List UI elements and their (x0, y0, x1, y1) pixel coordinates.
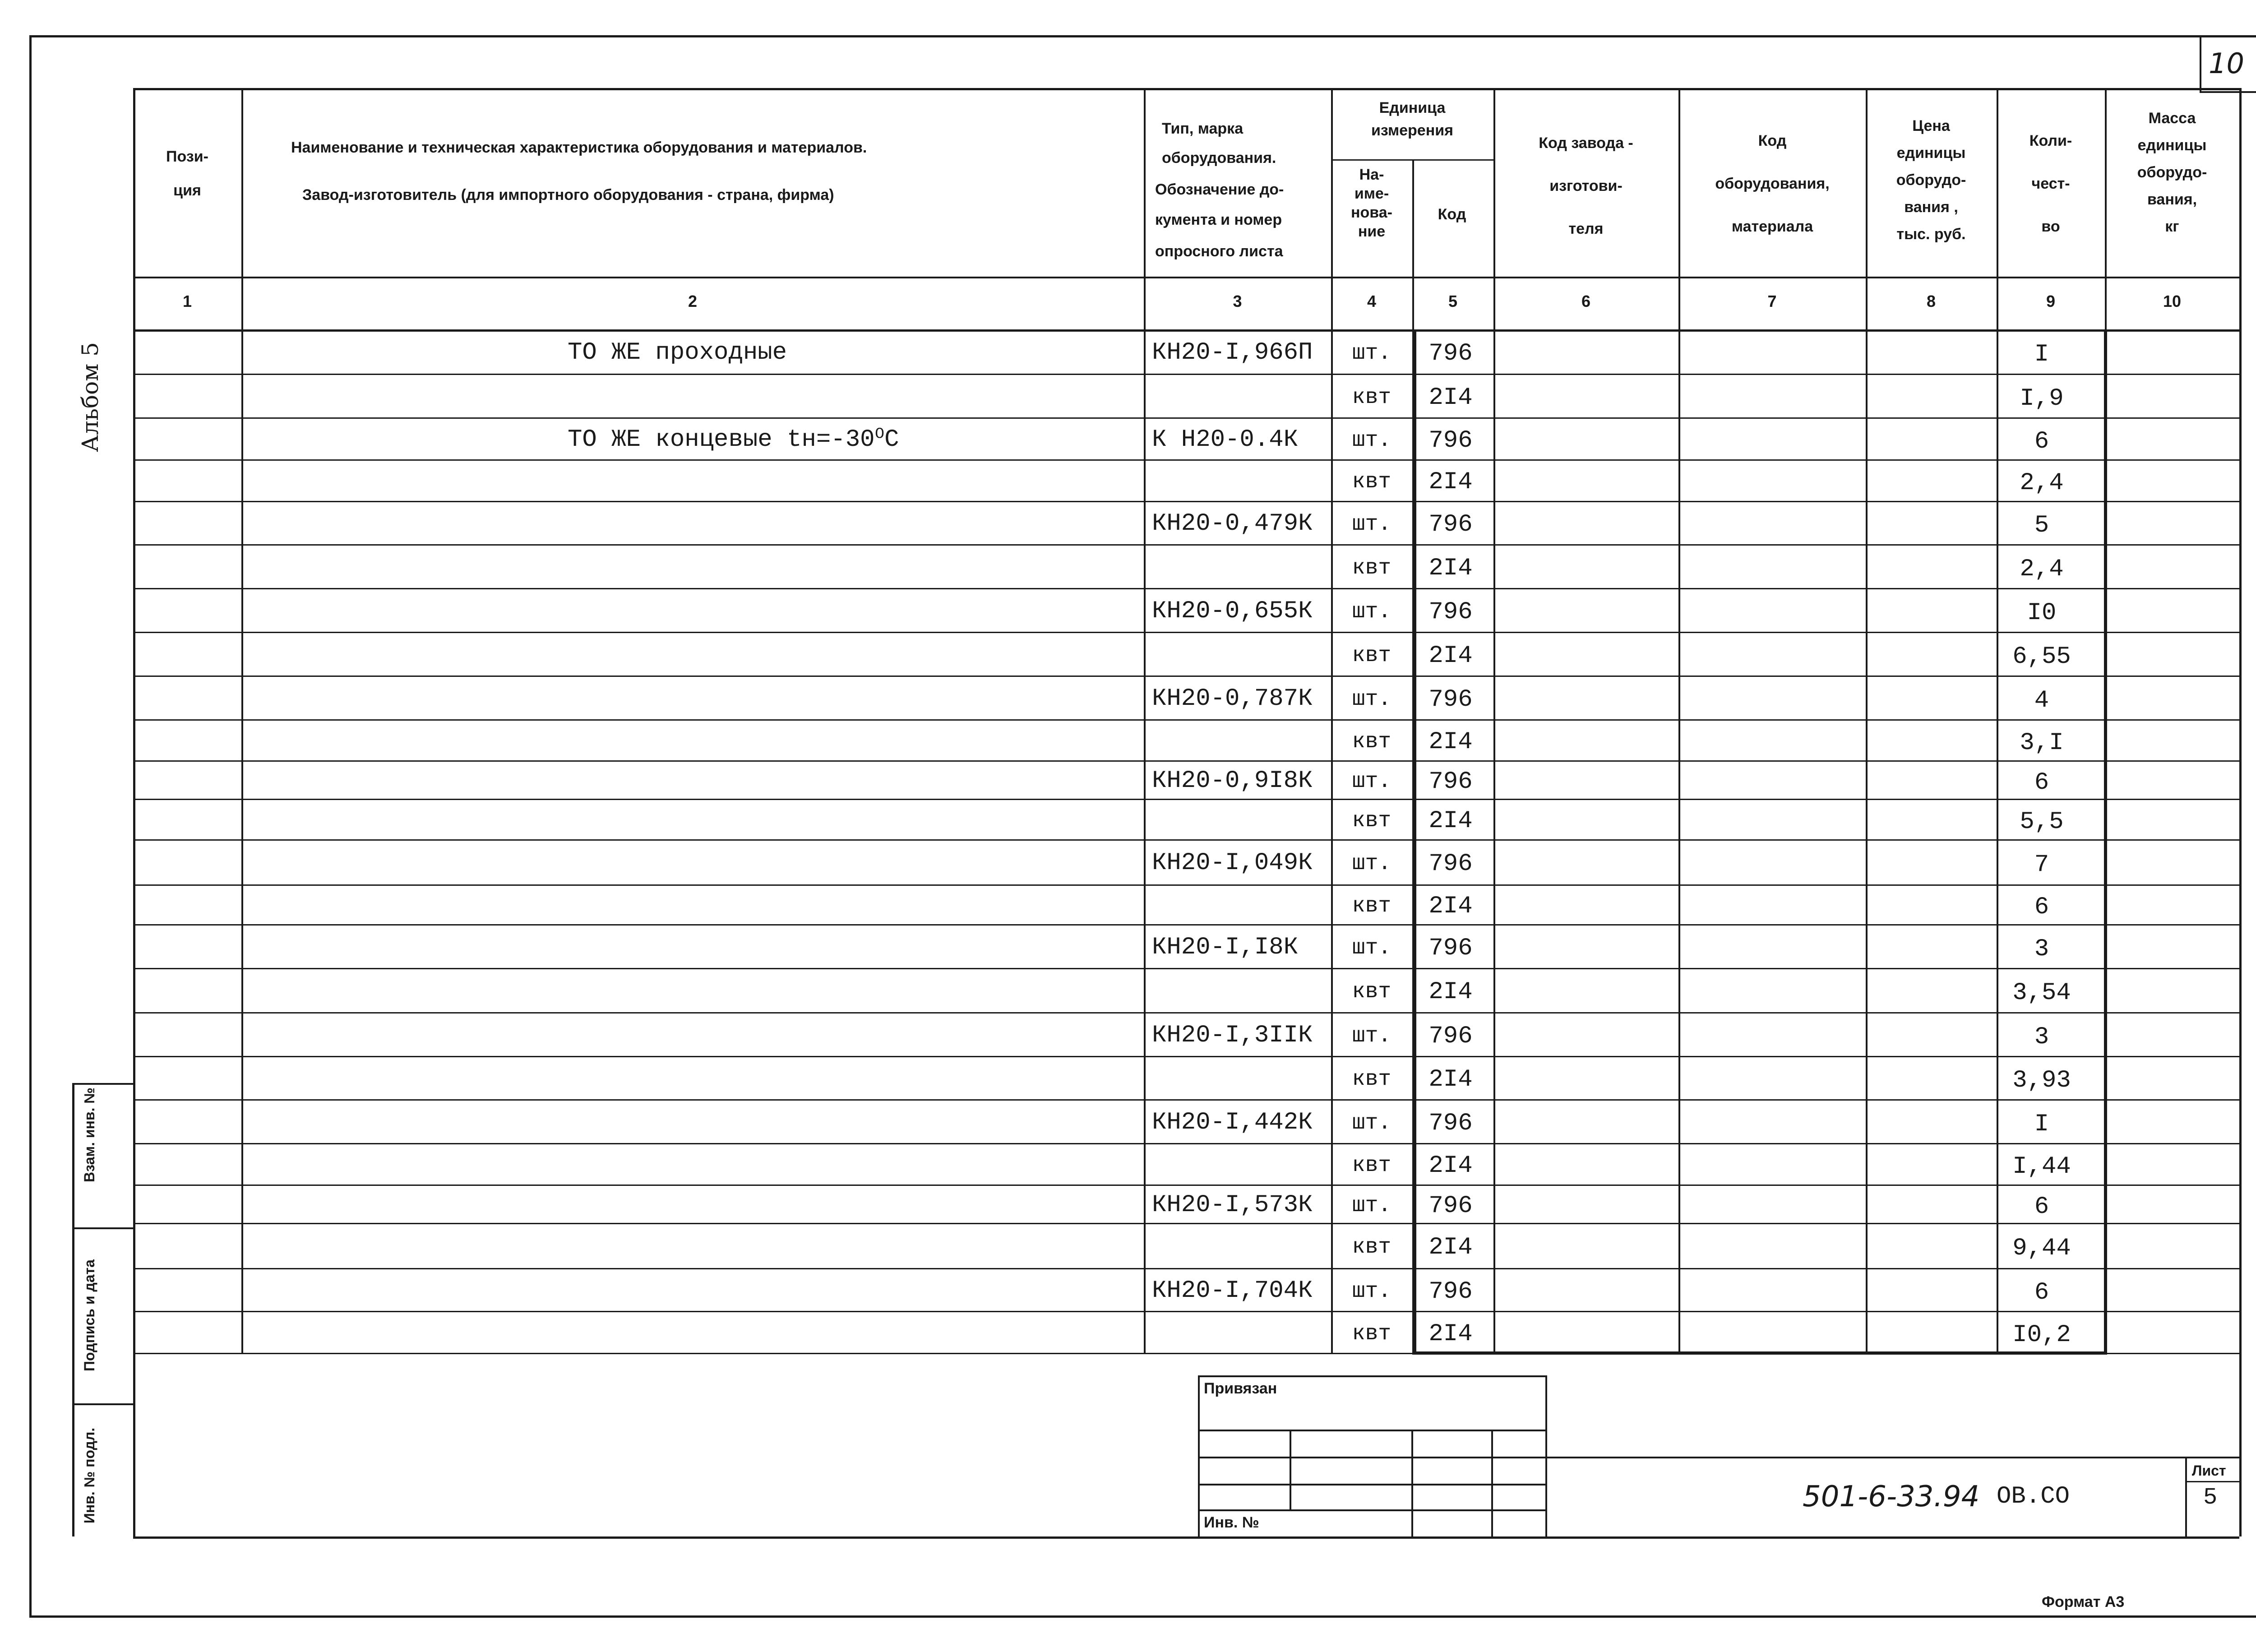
item-name: ТО ЖЕ проходные (568, 339, 787, 366)
column-rule (2239, 88, 2242, 1536)
item-type: КН20-I,I8К (1152, 933, 1299, 961)
item-quantity: I,9 (2020, 384, 2064, 412)
header-type-mark: кумента и номер (1155, 211, 1282, 228)
titleblock-rule (2185, 1457, 2187, 1536)
item-quantity: 6,55 (2012, 643, 2071, 671)
stamp-divider (72, 1227, 133, 1229)
row-rule (133, 588, 2239, 589)
item-quantity: 9,44 (2012, 1235, 2071, 1262)
titleblock-rule (1198, 1430, 1545, 1431)
row-rule (133, 719, 2239, 721)
column-number: 2 (688, 292, 698, 310)
titleblock-rule (1198, 1484, 1545, 1485)
header-unit-price: вания , (1904, 199, 1958, 216)
item-unit: квт (1352, 385, 1392, 410)
item-unit: шт. (1352, 599, 1392, 624)
item-unit: квт (1352, 729, 1392, 754)
privyazan-label: Привязан (1204, 1380, 1277, 1397)
stamp-inv-podl: Инв. № подл. (81, 1427, 97, 1524)
header-unit-name: ние (1358, 223, 1386, 240)
header-unit-mass: вания, (2147, 191, 2197, 208)
titleblock-rule (1290, 1430, 1291, 1511)
item-unit: шт. (1352, 1193, 1392, 1218)
item-quantity: I,44 (2012, 1153, 2071, 1180)
item-unit: шт. (1352, 512, 1392, 537)
item-code: 2I4 (1428, 807, 1473, 835)
item-quantity: 3 (2034, 935, 2049, 963)
item-unit: шт. (1352, 1023, 1392, 1048)
column-number: 4 (1367, 292, 1377, 310)
item-quantity: 3,I (2020, 729, 2064, 757)
header-factory-code: изготови- (1549, 177, 1623, 194)
sheet-corner-number: 10 (2209, 47, 2244, 80)
header-unit-mass: кг (2165, 218, 2179, 235)
row-rule (133, 1099, 2239, 1101)
item-unit: шт. (1352, 1111, 1392, 1135)
header-equipment-code: Код (1758, 132, 1787, 149)
row-rule (133, 1185, 2239, 1186)
row-rule (133, 1311, 2239, 1312)
item-quantity: I0,2 (2012, 1321, 2071, 1349)
stamp-left-rule (72, 1083, 74, 1536)
format-label: Формат А3 (2042, 1593, 2125, 1610)
item-code: 796 (1428, 850, 1473, 878)
item-type: КН20-I,049К (1152, 849, 1313, 877)
row-rule (133, 924, 2239, 925)
item-quantity: 2,4 (2020, 469, 2064, 497)
row-rule (133, 544, 2239, 546)
header-name: Наименование и техническая характеристика оборудования и материалов. (291, 139, 867, 156)
item-type: КН20-I,966П (1152, 339, 1313, 366)
titleblock-rule (1545, 1457, 2239, 1458)
item-code: 2I4 (1428, 642, 1473, 670)
titleblock-rule (1198, 1509, 1545, 1511)
stamp-podpis-data: Подпись и дата (81, 1259, 97, 1371)
item-name: ТО ЖЕ концевые tн=-30⁰С (568, 426, 899, 453)
item-unit: шт. (1352, 341, 1392, 366)
item-type: КН20-0,9I8К (1152, 767, 1313, 795)
column-rule (1331, 88, 1333, 1353)
item-unit: шт. (1352, 687, 1392, 712)
header-type-mark: опросного листа (1155, 243, 1283, 260)
header-unit-mass: оборудо- (2137, 164, 2207, 181)
column-number: 9 (2046, 292, 2056, 310)
header-unit-price: оборудо- (1896, 171, 1966, 189)
header-unit-name: нова- (1351, 204, 1392, 221)
item-code: 2I4 (1428, 1320, 1473, 1348)
header-unit-mass: Масса (2148, 110, 2196, 127)
item-code: 796 (1428, 768, 1473, 796)
document-code: 501-6-33.94 (1803, 1480, 1980, 1513)
item-unit: квт (1352, 980, 1392, 1004)
item-code: 796 (1428, 598, 1473, 626)
item-unit: шт. (1352, 851, 1392, 876)
list-number: 5 (2203, 1484, 2218, 1511)
item-unit: квт (1352, 1321, 1392, 1346)
column-number: 8 (1926, 292, 1936, 310)
sheet-bottom-rule (133, 1536, 2239, 1539)
item-unit: квт (1352, 809, 1392, 833)
table-top-rule (133, 88, 2239, 90)
titleblock-rule (1198, 1375, 1200, 1536)
inv-no-label: Инв. № (1204, 1514, 1259, 1531)
item-type: К Н20-0.4К (1152, 426, 1299, 453)
item-code: 2I4 (1428, 554, 1473, 582)
item-quantity: 6 (2034, 768, 2049, 796)
item-unit: квт (1352, 470, 1392, 494)
row-rule (133, 799, 2239, 800)
item-unit: квт (1352, 894, 1392, 918)
corner-box-left (2200, 36, 2201, 93)
header-manufacturer: Завод-изготовитель (для импортного оборудования - страна, фирма) (302, 186, 834, 204)
column-rule (1144, 88, 1146, 1353)
row-rule (133, 501, 2239, 502)
item-code: 2I4 (1428, 893, 1473, 920)
item-code: 2I4 (1428, 728, 1473, 756)
thick-rule (1412, 1351, 2107, 1355)
column-number: 5 (1448, 292, 1458, 310)
column-rule (241, 88, 243, 1353)
item-type: КН20-I,442К (1152, 1108, 1313, 1136)
column-rule (1493, 88, 1495, 1353)
header-unit-name: На- (1359, 166, 1384, 183)
document-suffix: ОВ.СО (1997, 1483, 2070, 1510)
row-rule (133, 374, 2239, 375)
header-unit-group: Единица (1379, 99, 1446, 116)
header-factory-code: теля (1568, 220, 1604, 237)
item-quantity: 3 (2034, 1023, 2049, 1051)
item-code: 2I4 (1428, 468, 1473, 496)
column-number: 7 (1767, 292, 1777, 310)
row-rule (133, 632, 2239, 633)
item-quantity: 5 (2034, 512, 2049, 539)
stamp-vzam-inv: Взам. инв. № (81, 1087, 97, 1182)
header-unit-price: тыс. руб. (1896, 226, 1966, 243)
titleblock-rule (1198, 1457, 1545, 1458)
row-rule (133, 1056, 2239, 1057)
thick-rule (1413, 329, 1416, 1353)
row-rule (133, 968, 2239, 969)
item-code: 796 (1428, 511, 1473, 538)
thick-rule (2104, 329, 2107, 1353)
list-label: Лист (2192, 1462, 2226, 1479)
header-unit-price: Цена (1912, 117, 1950, 134)
header-unit-name: име- (1354, 185, 1389, 202)
item-unit: квт (1352, 1235, 1392, 1259)
header-bottom-rule (133, 277, 2239, 278)
corner-box-bottom (2200, 91, 2256, 93)
item-quantity: I (2034, 341, 2049, 368)
row-rule (133, 839, 2239, 841)
item-type: КН20-0,655К (1152, 597, 1313, 625)
header-unit-price: единицы (1896, 144, 1966, 162)
item-unit: квт (1352, 1067, 1392, 1092)
item-unit: квт (1352, 1153, 1392, 1178)
row-rule (133, 459, 2239, 461)
frame-top (31, 35, 2256, 37)
item-code: 796 (1428, 1109, 1473, 1137)
item-quantity: 4 (2034, 686, 2049, 714)
stamp-divider (72, 1403, 133, 1405)
item-quantity: 6 (2034, 427, 2049, 455)
item-quantity: 5,5 (2020, 808, 2064, 836)
column-number: 1 (182, 292, 192, 310)
header-position: Пози- (166, 148, 208, 165)
item-quantity: I0 (2027, 599, 2057, 627)
item-type: КН20-I,3IIК (1152, 1021, 1313, 1049)
item-quantity: I (2034, 1110, 2049, 1138)
item-unit: шт. (1352, 935, 1392, 960)
stamp-top-rule (72, 1083, 133, 1085)
item-code: 2I4 (1428, 1234, 1473, 1261)
item-quantity: 6 (2034, 1193, 2049, 1221)
item-unit: квт (1352, 643, 1392, 668)
column-rule (1997, 88, 1998, 1353)
row-rule (133, 760, 2239, 762)
frame-bottom (29, 1615, 2256, 1618)
item-code: 796 (1428, 426, 1473, 454)
header-type-mark: оборудования. (1162, 149, 1276, 167)
column-number: 3 (1233, 292, 1242, 310)
header-position: ция (173, 182, 201, 199)
body-top-rule (133, 329, 2239, 332)
header-unit-group: измерения (1371, 122, 1453, 139)
item-quantity: 6 (2034, 893, 2049, 921)
header-type-mark: Обозначение до- (1155, 181, 1284, 198)
titleblock-rule (1545, 1375, 1547, 1536)
row-rule (133, 417, 2239, 419)
item-type: КН20-0,787К (1152, 685, 1313, 713)
item-quantity: 2,4 (2020, 555, 2064, 583)
titleblock-rule (2185, 1481, 2239, 1482)
item-unit: шт. (1352, 428, 1392, 453)
column-number: 10 (2163, 292, 2182, 310)
column-rule (1866, 88, 1868, 1353)
row-rule (133, 1143, 2239, 1144)
item-code: 2I4 (1428, 1066, 1473, 1093)
row-rule (133, 884, 2239, 886)
item-quantity: 3,93 (2012, 1067, 2071, 1094)
titleblock-rule (1491, 1430, 1493, 1536)
row-rule (133, 676, 2239, 677)
item-quantity: 6 (2034, 1278, 2049, 1306)
item-unit: шт. (1352, 1279, 1392, 1304)
item-code: 796 (1428, 1192, 1473, 1220)
header-quantity: Коли- (2029, 132, 2072, 149)
item-type: КН20-0,479К (1152, 510, 1313, 537)
column-rule (1678, 88, 1680, 1353)
item-code: 796 (1428, 340, 1473, 367)
item-code: 796 (1428, 1277, 1473, 1305)
item-quantity: 3,54 (2012, 979, 2071, 1007)
row-rule (133, 1012, 2239, 1013)
item-code: 2I4 (1428, 978, 1473, 1006)
item-code: 2I4 (1428, 1152, 1473, 1180)
header-equipment-code: материала (1731, 218, 1813, 235)
item-quantity: 7 (2034, 851, 2049, 879)
row-rule (133, 1268, 2239, 1269)
frame-left (29, 35, 32, 1617)
column-rule (133, 88, 135, 1536)
item-code: 796 (1428, 1022, 1473, 1050)
item-type: КН20-I,704К (1152, 1277, 1313, 1305)
header-equipment-code: оборудования, (1715, 175, 1830, 192)
header-type-mark: Тип, марка (1162, 120, 1244, 137)
item-unit: квт (1352, 555, 1392, 580)
titleblock-rule (1198, 1375, 1545, 1377)
header-quantity: чест- (2031, 175, 2070, 192)
header-factory-code: Код завода - (1539, 134, 1633, 152)
album-label: Альбом 5 (77, 342, 103, 452)
header-unit-mass: единицы (2137, 137, 2207, 154)
item-unit: шт. (1352, 769, 1392, 794)
item-code: 796 (1428, 934, 1473, 962)
titleblock-rule (1411, 1430, 1413, 1536)
header-unit-code: Код (1438, 206, 1466, 223)
item-type: КН20-I,573К (1152, 1191, 1313, 1219)
item-code: 2I4 (1428, 384, 1473, 412)
row-rule (133, 1223, 2239, 1224)
column-number: 6 (1581, 292, 1591, 310)
header-quantity: во (2041, 218, 2060, 235)
item-code: 796 (1428, 685, 1473, 713)
